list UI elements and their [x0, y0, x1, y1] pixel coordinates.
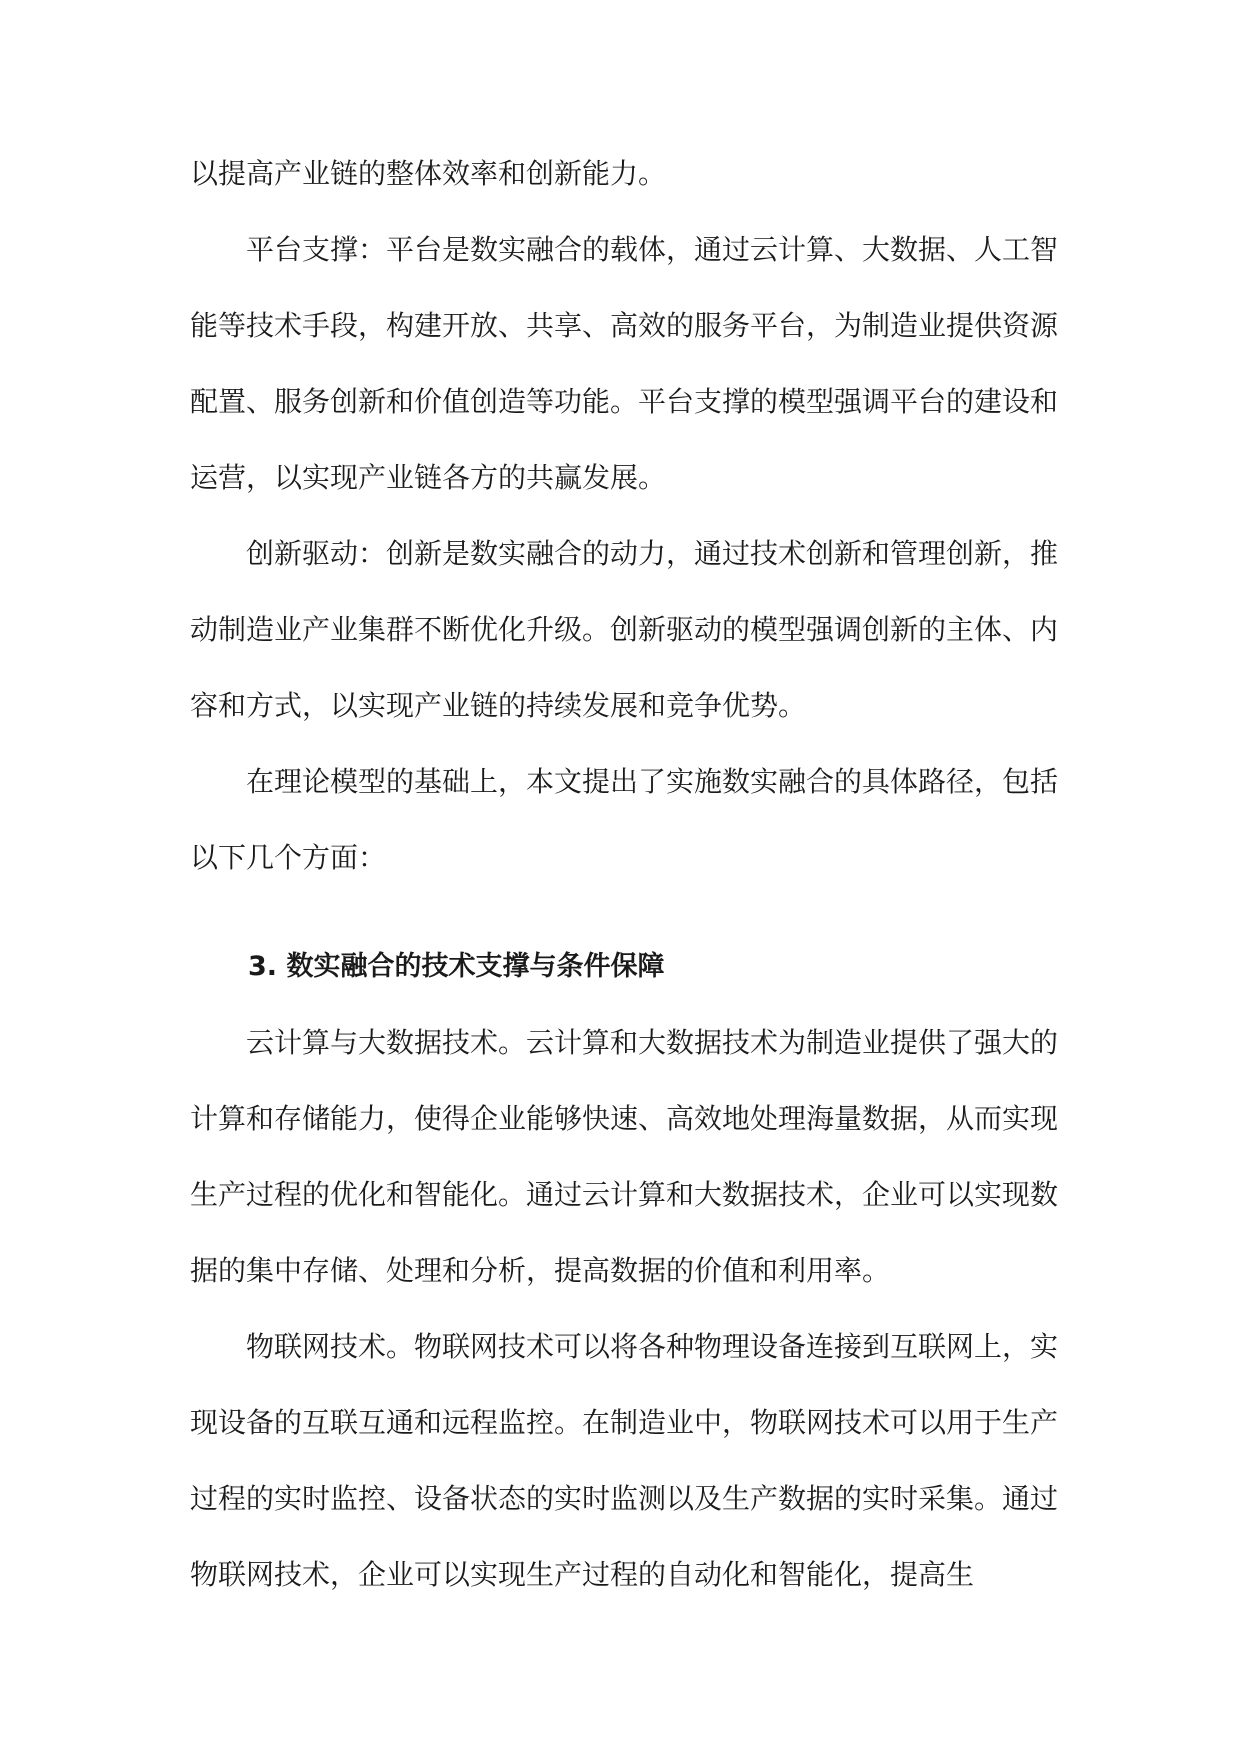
- paragraph-innovation-driven: 创新驱动：创新是数实融合的动力，通过技术创新和管理创新，推动制造业产业集群不断优化升级。创新驱动的模型强调创新的主体、内容和方式，以实现产业链的持续发展和竞争优势。: [190, 537, 1059, 722]
- paragraph-cloud-bigdata: 云计算与大数据技术。云计算和大数据技术为制造业提供了强大的计算和存储能力，使得企业能够快速、高效地处理海量数据，从而实现生产过程的优化和智能化。通过云计算和大数据技术，企业可以实现数据的集中存储、处理和分析，提高数据的价值和利用率。: [190, 1026, 1059, 1287]
- document-body: [190, 136, 1058, 1613]
- paragraph-iot: 物联网技术。物联网技术可以将各种物理设备连接到互联网上，实现设备的互联互通和远程监控。在制造业中，物联网技术可以用于生产过程的实时监控、设备状态的实时监测以及生产数据的实时采集。通过物联网技术，企业可以实现生产过程的自动化和智能化，提高生: [190, 1330, 1059, 1591]
- section-heading: 3. 数实融合的技术支撑与条件保障: [248, 951, 665, 982]
- paragraph-implementation-path: 在理论模型的基础上，本文提出了实施数实融合的具体路径，包括以下几个方面：: [190, 765, 1059, 874]
- paragraph-platform-support: 平台支撑：平台是数实融合的载体，通过云计算、大数据、人工智能等技术手段，构建开放、共享、高效的服务平台，为制造业提供资源配置、服务创新和价值创造等功能。平台支撑的模型强调平台的建设和运营，以实现产业链各方的共赢发展。: [190, 233, 1059, 494]
- paragraph-continuation: 以提高产业链的整体效率和创新能力。: [190, 157, 667, 190]
